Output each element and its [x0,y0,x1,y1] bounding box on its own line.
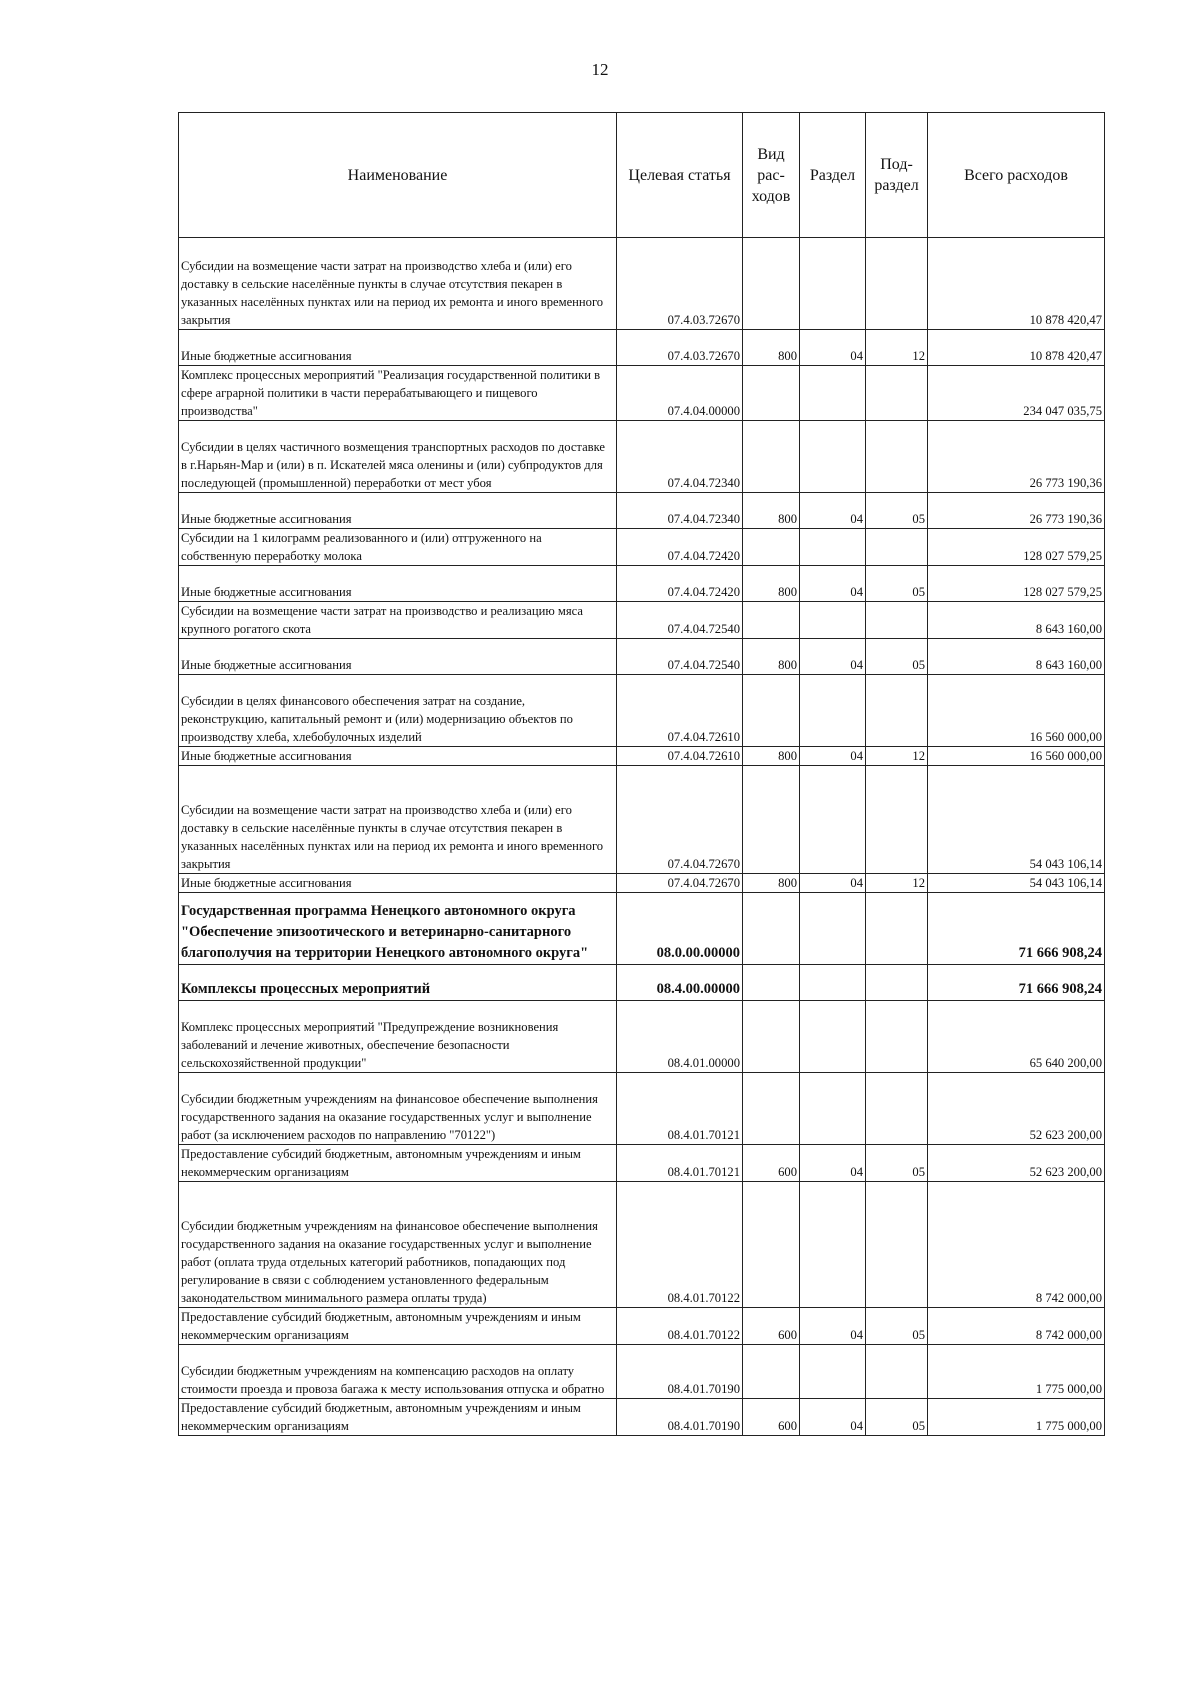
table-row [179,529,1105,566]
row-podrazdel: 12 [866,874,928,893]
row-vid: 800 [743,874,800,893]
row-vid [743,1345,800,1399]
row-name: Иные бюджетные ассигнования [179,566,617,602]
row-total: 128 027 579,25 [928,566,1105,602]
row-razdel: 04 [800,566,866,602]
row-target: 07.4.04.72610 [617,747,743,766]
row-name: Субсидии на возмещение части затрат на производство и реализацию мяса крупного рогатого скота [179,602,617,639]
row-vid: 800 [743,639,800,675]
header-name: Наименование [179,113,617,238]
row-target: 07.4.04.00000 [617,366,743,421]
table-row [179,421,1105,493]
row-razdel [800,1182,866,1308]
table-row [179,639,1105,675]
row-target: 07.4.04.72670 [617,766,743,874]
row-name: Субсидии в целях финансового обеспечения затрат на создание, реконструкцию, капитальный ремонт и (или) модернизацию объектов по производству хлеба, хлебобулочных изделий [179,675,617,747]
row-target: 07.4.03.72670 [617,330,743,366]
row-total: 8 643 160,00 [928,602,1105,639]
table-row [179,602,1105,639]
row-podrazdel [866,1001,928,1073]
row-name: Иные бюджетные ассигнования [179,747,617,766]
row-razdel [800,602,866,639]
row-razdel: 04 [800,874,866,893]
row-podrazdel [866,1073,928,1145]
row-podrazdel: 05 [866,1308,928,1345]
row-podrazdel: 12 [866,747,928,766]
row-podrazdel [866,893,928,965]
row-podrazdel [866,529,928,566]
table-row [179,1182,1105,1308]
row-total: 10 878 420,47 [928,238,1105,330]
row-name: Субсидии на 1 килограмм реализованного и (или) отгруженного на собственную переработку молока [179,529,617,566]
row-total: 128 027 579,25 [928,529,1105,566]
row-name: Субсидии бюджетным учреждениям на компенсацию расходов на оплату стоимости проезда и провоза багажа к месту использования отпуска и обратно [179,1345,617,1399]
row-total: 8 742 000,00 [928,1308,1105,1345]
row-target: 08.4.01.70190 [617,1399,743,1436]
row-target: 07.4.04.72340 [617,421,743,493]
row-target: 07.4.04.72540 [617,639,743,675]
row-razdel: 04 [800,747,866,766]
row-vid [743,238,800,330]
row-podrazdel: 05 [866,639,928,675]
row-name: Государственная программа Ненецкого автономного округа "Обеспечение эпизоотического и ветеринарно-санитарного благополучия на территории Ненецкого автономного округа" [179,893,617,965]
row-name: Предоставление субсидий бюджетным, автономным учреждениям и иным некоммерческим организациям [179,1399,617,1436]
table-row [179,766,1105,874]
row-podrazdel [866,238,928,330]
row-razdel: 04 [800,1308,866,1345]
table-row [179,675,1105,747]
row-podrazdel [866,602,928,639]
row-vid [743,1073,800,1145]
row-total: 10 878 420,47 [928,330,1105,366]
row-total: 16 560 000,00 [928,747,1105,766]
row-podrazdel [866,965,928,1001]
row-vid [743,675,800,747]
row-total: 234 047 035,75 [928,366,1105,421]
header-vid: Вид рас-ходов [743,113,800,238]
row-razdel [800,965,866,1001]
row-vid [743,366,800,421]
row-name: Комплексы процессных мероприятий [179,965,617,1001]
row-vid [743,1001,800,1073]
row-vid: 600 [743,1399,800,1436]
row-vid [743,529,800,566]
table-row [179,747,1105,766]
table-row [179,893,1105,965]
table-row [179,566,1105,602]
table-row [179,330,1105,366]
row-total: 16 560 000,00 [928,675,1105,747]
row-razdel: 04 [800,1399,866,1436]
budget-table [178,112,1105,1436]
row-vid [743,1182,800,1308]
row-razdel [800,366,866,421]
row-podrazdel [866,421,928,493]
row-vid: 800 [743,330,800,366]
row-target: 07.4.04.72670 [617,874,743,893]
row-name: Субсидии в целях частичного возмещения транспортных расходов по доставке в г.Нарьян-Мар и (или) в п. Искателей мяса оленины и (или) субпродуктов для последующей (промышленной) переработки от мест убоя [179,421,617,493]
table-row [179,493,1105,529]
row-name: Субсидии на возмещение части затрат на производство хлеба и (или) его доставку в сельские населённые пункты в случае отсутствия пекарен в указанных населённых пунктах или на период их ремонта и иного временного закрытия [179,766,617,874]
row-vid: 800 [743,747,800,766]
row-target: 08.4.01.70121 [617,1073,743,1145]
row-razdel [800,893,866,965]
row-name: Предоставление субсидий бюджетным, автономным учреждениям и иным некоммерческим организациям [179,1145,617,1182]
header-target: Целевая статья [617,113,743,238]
row-razdel: 04 [800,639,866,675]
table-row [179,1308,1105,1345]
row-target: 07.4.04.72340 [617,493,743,529]
row-vid: 800 [743,493,800,529]
row-target: 08.4.01.70190 [617,1345,743,1399]
row-total: 26 773 190,36 [928,421,1105,493]
row-podrazdel [866,1182,928,1308]
row-razdel [800,766,866,874]
row-podrazdel: 05 [866,1145,928,1182]
row-total: 1 775 000,00 [928,1345,1105,1399]
row-name: Предоставление субсидий бюджетным, автономным учреждениям и иным некоммерческим организациям [179,1308,617,1345]
row-vid [743,766,800,874]
table-row [179,874,1105,893]
row-razdel: 04 [800,1145,866,1182]
page-number: 12 [591,60,609,79]
table-row [179,1001,1105,1073]
row-razdel [800,238,866,330]
row-total: 54 043 106,14 [928,766,1105,874]
row-target: 07.4.04.72420 [617,566,743,602]
row-name: Иные бюджетные ассигнования [179,493,617,529]
row-total: 65 640 200,00 [928,1001,1105,1073]
row-podrazdel: 05 [866,1399,928,1436]
row-razdel [800,1001,866,1073]
row-podrazdel: 05 [866,493,928,529]
row-razdel: 04 [800,493,866,529]
row-podrazdel [866,1345,928,1399]
row-razdel: 04 [800,330,866,366]
row-name: Субсидии бюджетным учреждениям на финансовое обеспечение выполнения государственного задания на оказание государственных услуг и выполнение работ (за исключением расходов по направлению "70122") [179,1073,617,1145]
row-target: 07.4.04.72610 [617,675,743,747]
table-row [179,238,1105,330]
row-target: 08.4.01.70121 [617,1145,743,1182]
row-total: 1 775 000,00 [928,1399,1105,1436]
row-razdel [800,1073,866,1145]
row-name: Иные бюджетные ассигнования [179,639,617,675]
table-row [179,1145,1105,1182]
row-vid [743,965,800,1001]
row-target: 08.4.01.70122 [617,1182,743,1308]
row-name: Субсидии бюджетным учреждениям на финансовое обеспечение выполнения государственного задания на оказание государственных услуг и выполнение работ (оплата труда отдельных категорий работников, попадающих под регулирование в связи с соблюдением установленного федеральным законодательством минимального размера оплаты труда) [179,1182,617,1308]
row-target: 08.4.01.70122 [617,1308,743,1345]
row-total: 8 643 160,00 [928,639,1105,675]
row-total: 8 742 000,00 [928,1182,1105,1308]
row-total: 52 623 200,00 [928,1145,1105,1182]
row-vid: 600 [743,1308,800,1345]
header-razdel: Раздел [800,113,866,238]
row-total: 52 623 200,00 [928,1073,1105,1145]
row-target: 08.4.00.00000 [617,965,743,1001]
row-name: Субсидии на возмещение части затрат на производство хлеба и (или) его доставку в сельские населённые пункты в случае отсутствия пекарен в указанных населённых пунктах или на период их ремонта и иного временного закрытия [179,238,617,330]
row-total: 71 666 908,24 [928,893,1105,965]
row-vid: 600 [743,1145,800,1182]
table-row [179,1345,1105,1399]
row-razdel [800,529,866,566]
table-header-row [179,113,1105,238]
row-vid: 800 [743,566,800,602]
row-name: Комплекс процессных мероприятий "Реализация государственной политики в сфере аграрной политики в части перерабатывающего и пищевого производства" [179,366,617,421]
header-total: Всего расходов [928,113,1105,238]
row-total: 71 666 908,24 [928,965,1105,1001]
row-razdel [800,1345,866,1399]
row-name: Комплекс процессных мероприятий "Предупреждение возникновения заболеваний и лечение животных, обеспечение безопасности сельскохозяйственной продукции" [179,1001,617,1073]
row-target: 08.0.00.00000 [617,893,743,965]
table-row [179,366,1105,421]
row-podrazdel: 05 [866,566,928,602]
row-razdel [800,421,866,493]
row-total: 54 043 106,14 [928,874,1105,893]
row-vid [743,893,800,965]
header-podrazdel: Под-раздел [866,113,928,238]
row-name: Иные бюджетные ассигнования [179,874,617,893]
row-target: 07.4.04.72420 [617,529,743,566]
table-row [179,1073,1105,1145]
row-target: 07.4.04.72540 [617,602,743,639]
row-vid [743,421,800,493]
table-row [179,965,1105,1001]
row-podrazdel [866,366,928,421]
row-name: Иные бюджетные ассигнования [179,330,617,366]
row-target: 08.4.01.00000 [617,1001,743,1073]
table-row [179,1399,1105,1436]
row-podrazdel: 12 [866,330,928,366]
row-vid [743,602,800,639]
row-target: 07.4.03.72670 [617,238,743,330]
row-podrazdel [866,675,928,747]
row-total: 26 773 190,36 [928,493,1105,529]
row-podrazdel [866,766,928,874]
row-razdel [800,675,866,747]
